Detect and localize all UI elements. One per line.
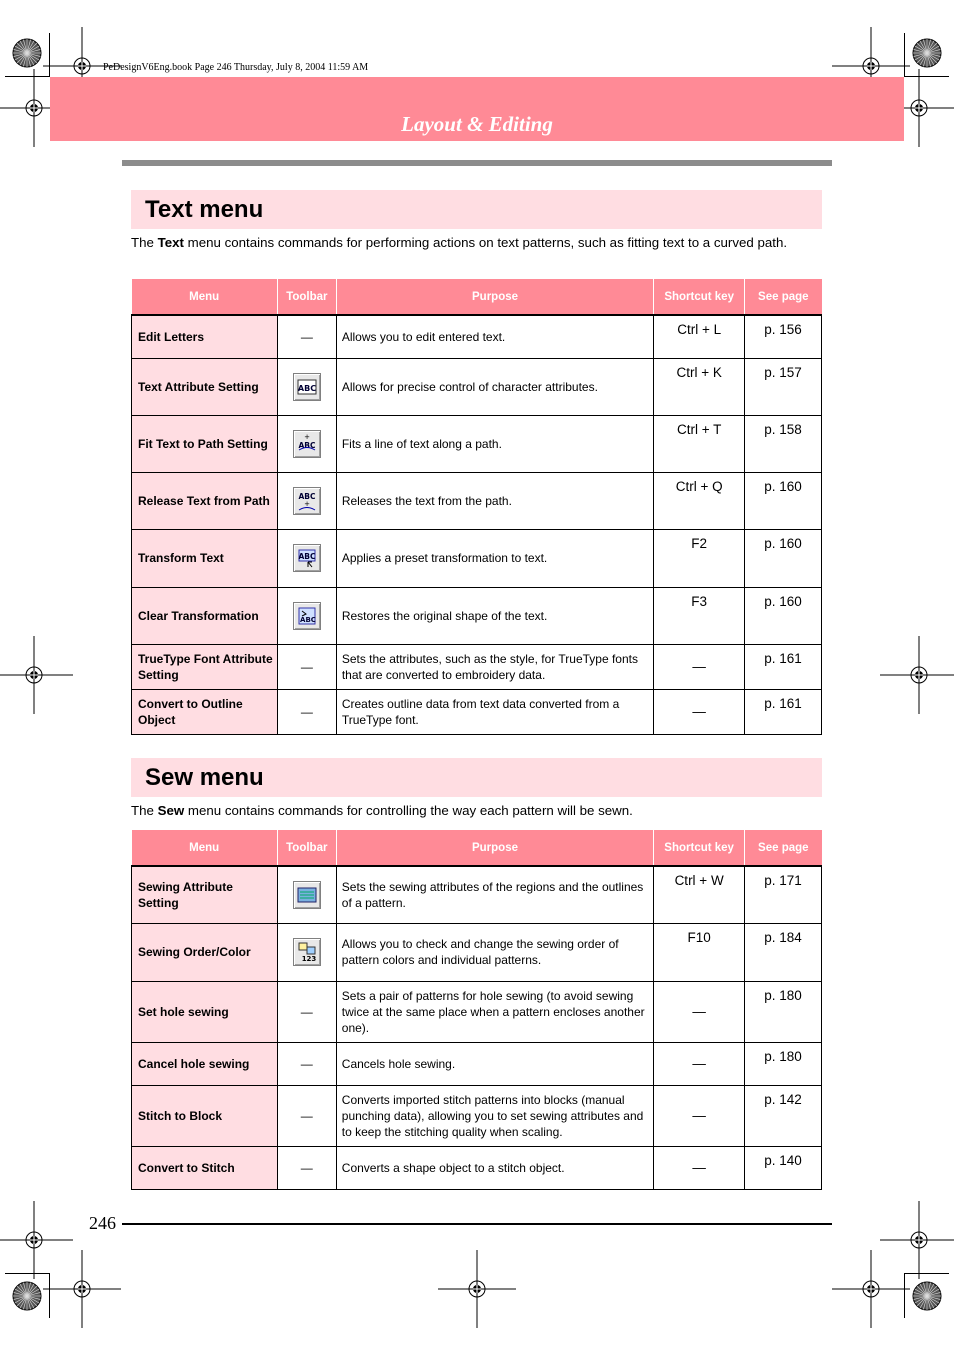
toolbar-cell: — xyxy=(277,1085,336,1146)
purpose-text: Converts a shape object to a stitch object. xyxy=(336,1146,653,1189)
menu-item-name: TrueType Font Attribute Setting xyxy=(132,644,278,689)
text-attribute-icon xyxy=(293,373,321,401)
toolbar-cell xyxy=(277,358,336,415)
sewing-order-icon xyxy=(293,938,321,966)
purpose-text: Restores the original shape of the text. xyxy=(336,587,653,644)
table-row xyxy=(132,315,822,358)
color-target-mark xyxy=(12,38,42,68)
see-page: p. 160 xyxy=(745,587,822,644)
table-row xyxy=(132,689,822,734)
toolbar-cell xyxy=(277,923,336,981)
table-row xyxy=(132,1146,822,1189)
sew-menu-title: Sew menu xyxy=(145,764,264,791)
footer-rule xyxy=(122,1223,832,1225)
svg-text:+: + xyxy=(303,432,310,441)
column-header: Shortcut key xyxy=(654,279,745,315)
menu-item-name: Release Text from Path xyxy=(132,472,278,529)
crop-mark xyxy=(904,1273,949,1274)
table-row xyxy=(132,1042,822,1085)
shortcut-key: F10 xyxy=(654,923,745,981)
page-number: 246 xyxy=(89,1213,116,1233)
column-header: See page xyxy=(745,279,822,315)
registration-mark xyxy=(0,636,73,714)
svg-text:123: 123 xyxy=(301,955,317,963)
shortcut-key: F2 xyxy=(654,529,745,587)
purpose-text: Releases the text from the path. xyxy=(336,472,653,529)
svg-text:ABC: ABC xyxy=(298,440,316,450)
sew-menu-table xyxy=(131,830,822,1190)
see-page: p. 161 xyxy=(745,644,822,689)
registration-mark xyxy=(832,1250,910,1328)
intro-prefix: The xyxy=(131,235,158,250)
purpose-text: Cancels hole sewing. xyxy=(336,1042,653,1085)
menu-item-name: Convert to Stitch xyxy=(132,1146,278,1189)
see-page: p. 171 xyxy=(745,866,822,923)
shortcut-key: Ctrl + T xyxy=(654,415,745,472)
column-header: Menu xyxy=(132,279,278,315)
book-info: PeDesignV6Eng.book Page 246 Thursday, July 8, 2004 11:59 AM xyxy=(103,62,369,73)
purpose-text: Converts imported stitch patterns into blocks (manual punching data), allowing you to set sewing attributes and to keep the stitching quality when scaling. xyxy=(336,1085,653,1146)
registration-mark xyxy=(438,1250,516,1328)
intro-prefix: The xyxy=(131,803,158,818)
crop-mark xyxy=(904,1273,905,1318)
purpose-text: Allows you to edit entered text. xyxy=(336,315,653,358)
menu-item-name: Sewing Order/Color xyxy=(132,923,278,981)
toolbar-cell: — xyxy=(277,644,336,689)
crop-mark xyxy=(904,33,905,77)
shortcut-key: — xyxy=(654,689,745,734)
purpose-text: Sets a pair of patterns for hole sewing (to avoid sewing twice at the same place when a pattern encloses another one). xyxy=(336,981,653,1042)
table-row xyxy=(132,644,822,689)
menu-item-name: Set hole sewing xyxy=(132,981,278,1042)
table-row xyxy=(132,472,822,529)
table-header-row xyxy=(132,279,822,315)
shortcut-key: F3 xyxy=(654,587,745,644)
color-target-mark xyxy=(12,1281,42,1311)
intro-suffix: menu contains commands for performing actions on text patterns, such as fitting text to a curved path. xyxy=(183,235,788,250)
column-header: Menu xyxy=(132,830,278,866)
svg-text:+: + xyxy=(303,499,310,508)
toolbar-cell: — xyxy=(277,315,336,358)
see-page: p. 142 xyxy=(745,1085,822,1146)
svg-text:ABC: ABC xyxy=(299,615,316,624)
shortcut-key: Ctrl + Q xyxy=(654,472,745,529)
purpose-text: Allows for precise control of character attributes. xyxy=(336,358,653,415)
column-header: See page xyxy=(745,830,822,866)
see-page: p. 160 xyxy=(745,529,822,587)
table-row xyxy=(132,981,822,1042)
intro-suffix: menu contains commands for controlling the way each pattern will be sewn. xyxy=(184,803,633,818)
color-target-mark xyxy=(912,38,942,68)
shortcut-key: — xyxy=(654,644,745,689)
release-text-icon xyxy=(293,487,321,515)
table-row xyxy=(132,866,822,923)
toolbar-cell: — xyxy=(277,1146,336,1189)
toolbar-cell xyxy=(277,472,336,529)
menu-item-name: Text Attribute Setting xyxy=(132,358,278,415)
menu-item-name: Fit Text to Path Setting xyxy=(132,415,278,472)
crop-mark xyxy=(49,1273,50,1318)
purpose-text: Fits a line of text along a path. xyxy=(336,415,653,472)
shortcut-key: — xyxy=(654,1146,745,1189)
menu-item-name: Stitch to Block xyxy=(132,1085,278,1146)
color-target-mark xyxy=(912,1281,942,1311)
section-rule xyxy=(122,160,832,166)
menu-item-name: Sewing Attribute Setting xyxy=(132,866,278,923)
menu-item-name: Transform Text xyxy=(132,529,278,587)
sew-menu-intro xyxy=(131,802,821,819)
crop-mark xyxy=(5,1273,50,1274)
crop-mark xyxy=(904,76,949,77)
svg-text:ABC: ABC xyxy=(298,491,316,501)
registration-mark xyxy=(880,636,954,714)
table-row xyxy=(132,1085,822,1146)
toolbar-cell: — xyxy=(277,981,336,1042)
shortcut-key: Ctrl + W xyxy=(654,866,745,923)
crop-mark xyxy=(49,33,50,77)
toolbar-cell: — xyxy=(277,689,336,734)
table-row xyxy=(132,923,822,981)
menu-item-name: Clear Transformation xyxy=(132,587,278,644)
column-header: Shortcut key xyxy=(654,830,745,866)
shortcut-key: Ctrl + L xyxy=(654,315,745,358)
see-page: p. 160 xyxy=(745,472,822,529)
see-page: p. 161 xyxy=(745,689,822,734)
toolbar-cell xyxy=(277,587,336,644)
chapter-title: Layout & Editing xyxy=(401,112,553,136)
menu-item-name: Edit Letters xyxy=(132,315,278,358)
transform-text-icon xyxy=(293,544,321,572)
intro-bold: Text xyxy=(157,235,184,250)
sewing-attribute-icon xyxy=(293,881,321,909)
toolbar-cell xyxy=(277,415,336,472)
shortcut-key: — xyxy=(654,1085,745,1146)
column-header: Toolbar xyxy=(277,279,336,315)
shortcut-key: — xyxy=(654,981,745,1042)
column-header: Purpose xyxy=(336,830,653,866)
see-page: p. 140 xyxy=(745,1146,822,1189)
shortcut-key: — xyxy=(654,1042,745,1085)
svg-text:ABC: ABC xyxy=(298,552,316,561)
purpose-text: Applies a preset transformation to text. xyxy=(336,529,653,587)
clear-transformation-icon xyxy=(293,602,321,630)
table-row xyxy=(132,587,822,644)
fit-text-to-path-icon xyxy=(293,430,321,458)
crop-mark xyxy=(5,76,50,77)
see-page: p. 184 xyxy=(745,923,822,981)
menu-item-name: Cancel hole sewing xyxy=(132,1042,278,1085)
toolbar-cell: — xyxy=(277,1042,336,1085)
purpose-text: Allows you to check and change the sewing order of pattern colors and individual patterns. xyxy=(336,923,653,981)
purpose-text: Sets the attributes, such as the style, for TrueType fonts that are converted to embroidery data. xyxy=(336,644,653,689)
column-header: Toolbar xyxy=(277,830,336,866)
toolbar-cell xyxy=(277,866,336,923)
text-menu-title: Text menu xyxy=(145,196,264,223)
registration-mark xyxy=(43,1250,121,1328)
column-header: Purpose xyxy=(336,279,653,315)
menu-item-name: Convert to Outline Object xyxy=(132,689,278,734)
toolbar-cell xyxy=(277,529,336,587)
purpose-text: Sets the sewing attributes of the regions and the outlines of a pattern. xyxy=(336,866,653,923)
table-row xyxy=(132,358,822,415)
table-row xyxy=(132,415,822,472)
text-menu-intro xyxy=(131,234,821,251)
table-row xyxy=(132,529,822,587)
see-page: p. 158 xyxy=(745,415,822,472)
see-page: p. 156 xyxy=(745,315,822,358)
see-page: p. 180 xyxy=(745,981,822,1042)
shortcut-key: Ctrl + K xyxy=(654,358,745,415)
svg-text:ABC: ABC xyxy=(297,383,316,393)
purpose-text: Creates outline data from text data converted from a TrueType font. xyxy=(336,689,653,734)
see-page: p. 157 xyxy=(745,358,822,415)
text-menu-table xyxy=(131,279,822,735)
table-header-row xyxy=(132,830,822,866)
see-page: p. 180 xyxy=(745,1042,822,1085)
intro-bold: Sew xyxy=(157,803,185,818)
